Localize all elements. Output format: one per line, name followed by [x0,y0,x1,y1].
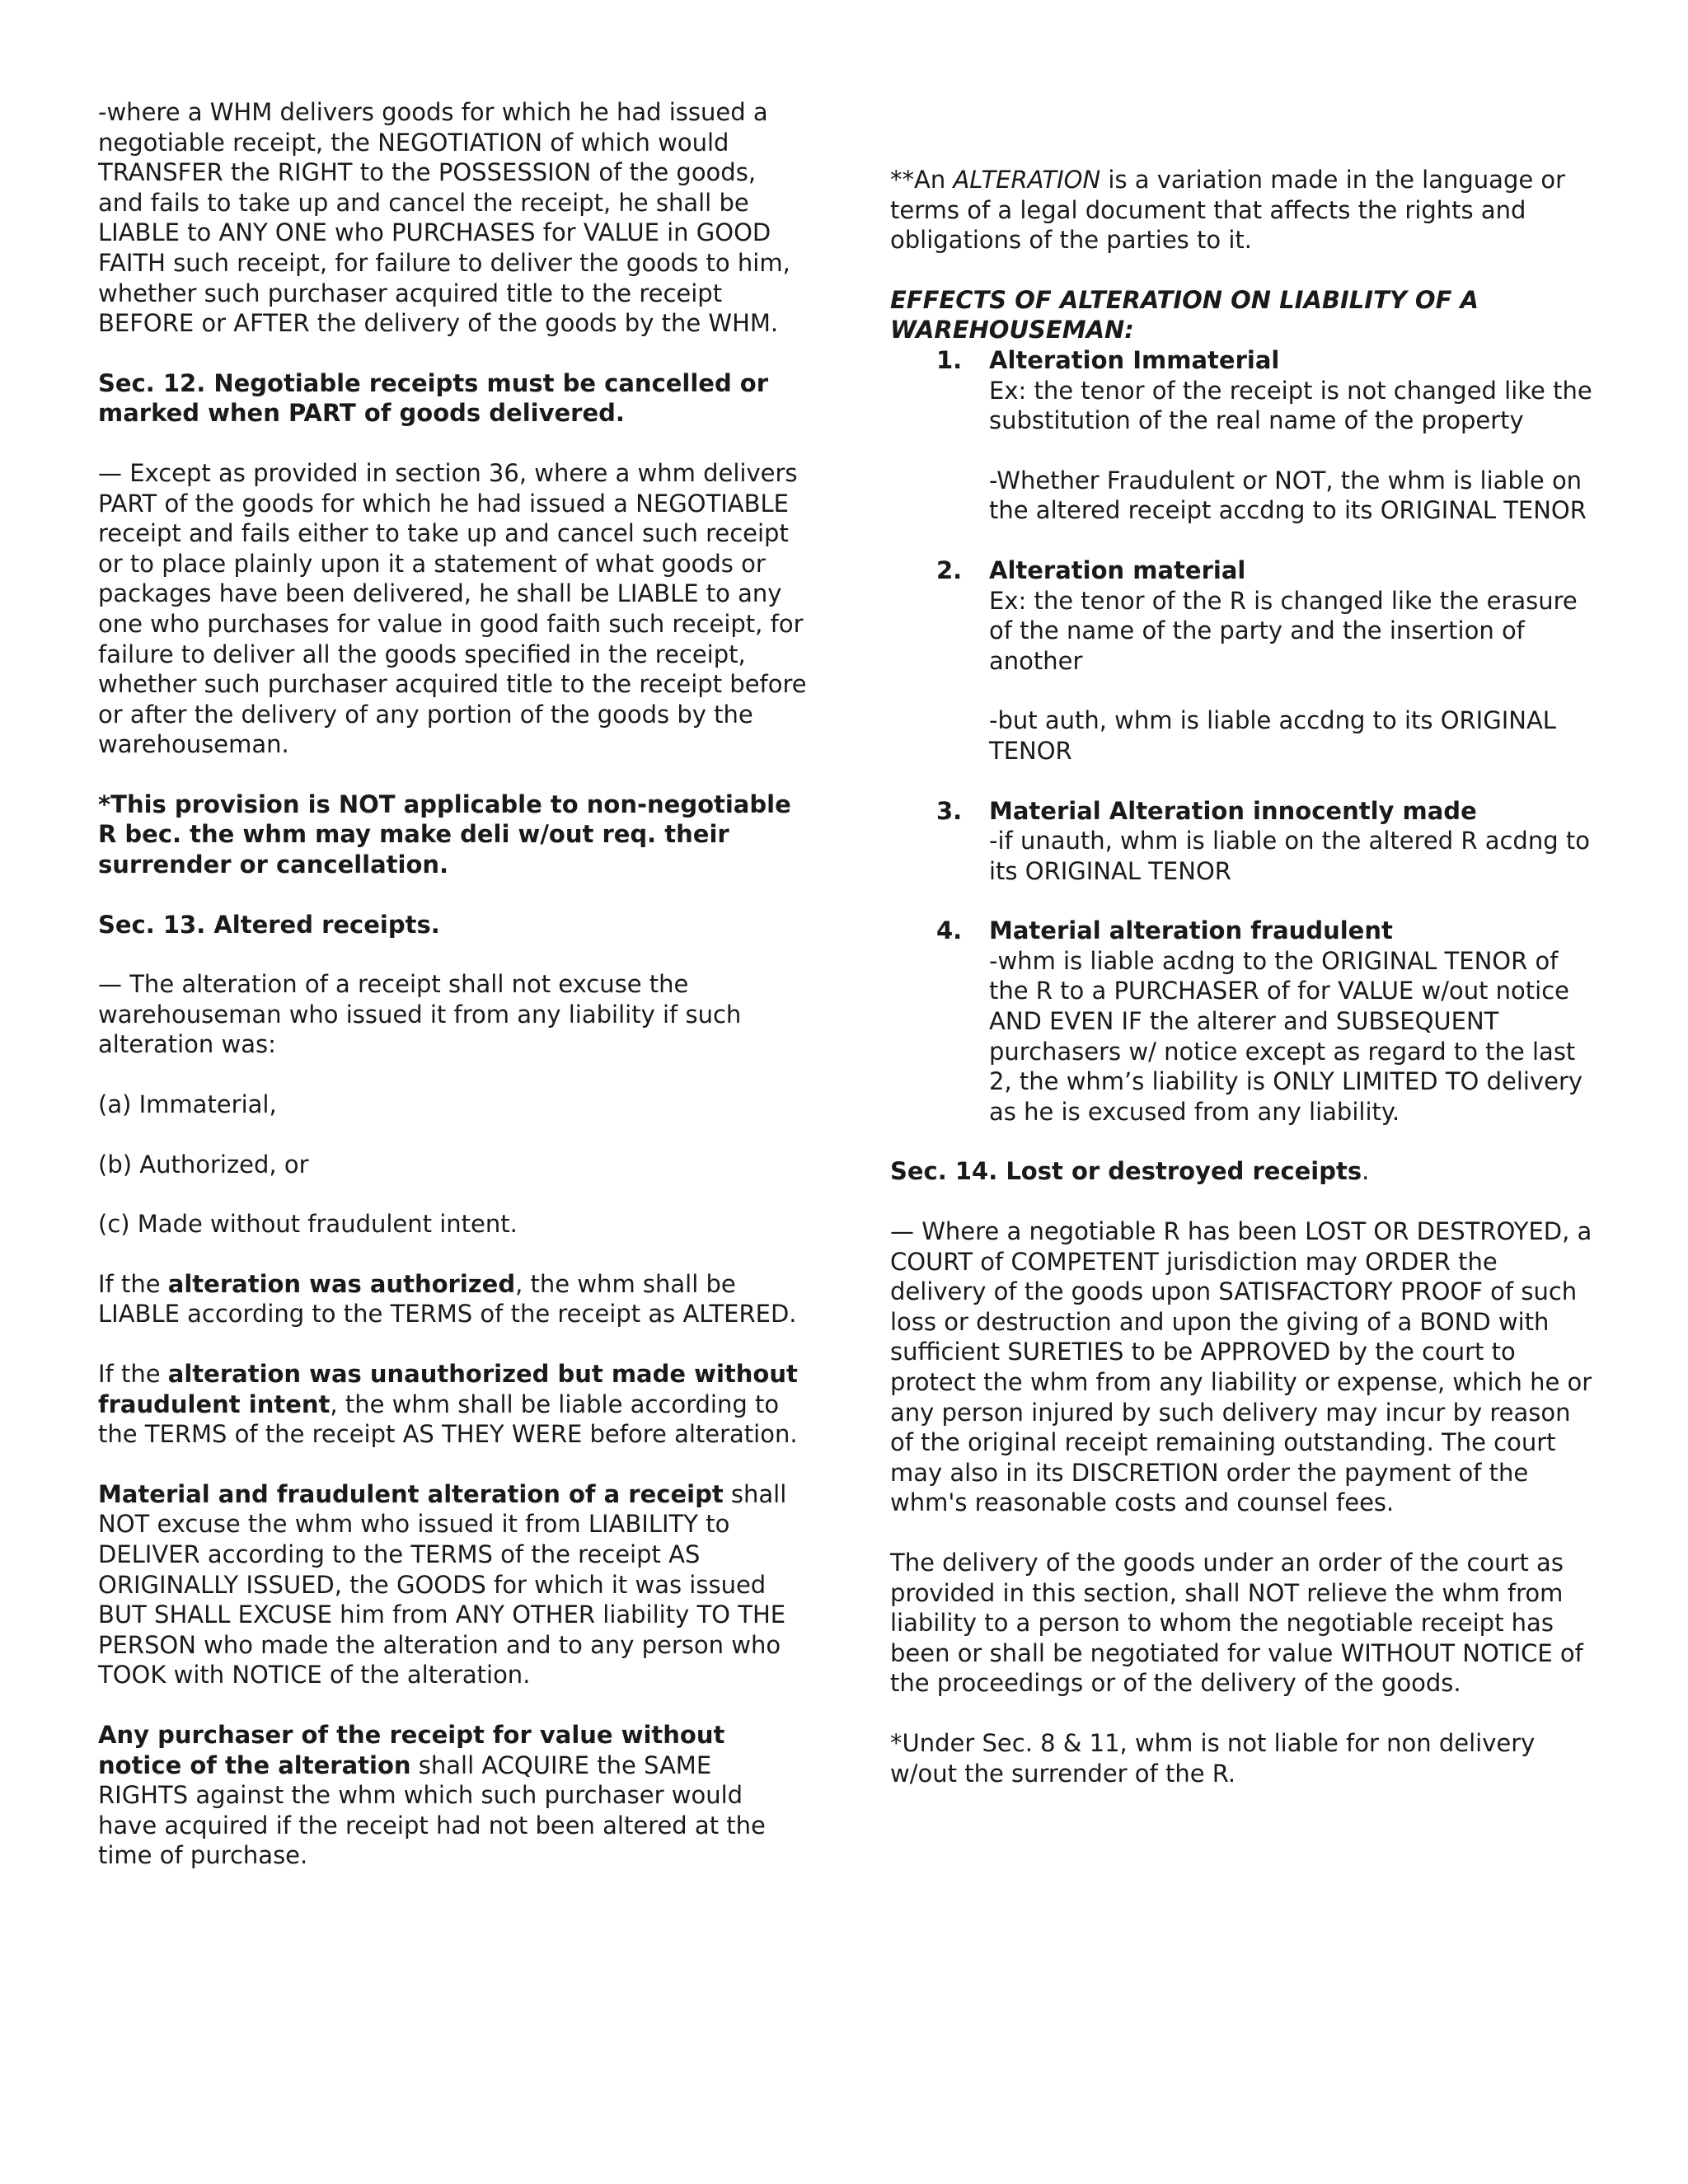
effect-line: Ex: the tenor of the receipt is not changed like the substitution of the real name of the property [989,376,1592,435]
alteration-definition [890,165,1599,255]
sec12-heading: Sec. 12. Negotiable receipts must be cancelled or marked when PART of goods delivered. [98,368,769,428]
purchaser-bold: Any purchaser of the receipt for value without notice of the alteration [98,1720,725,1779]
effect-line: -Whether Fraudulent or NOT, the whm is liable on the altered receipt accdng to its ORIGINAL TENOR [989,466,1587,525]
sec14-heading-bold: Sec. 14. Lost or destroyed receipts [890,1157,1362,1186]
para-whm-delivers: -where a WHM delivers goods for which he had issued a negotiable receipt, the NEGOTIATION of which would TRANSFER the RIGHT to the POSSESSION of the goods, and fails to take up and cancel the receipt, he shall be LIABLE to ANY ONE who PURCHASES for VALUE in GOOD FAITH such receipt, for failure to deliver the goods to him, whether such purchaser acquired title to the receipt BEFORE or AFTER the delivery of the goods by the WHM. [98,98,790,338]
authorized-post: , the whm shall be LIABLE according to the TERMS of the receipt as ALTERED. [98,1269,797,1329]
sec12-note: *This provision is NOT applicable to non-negotiable R bec. the whm may make deli w/out req. their surrender or cancellation. [98,790,791,879]
sec14-body: — Where a negotiable R has been LOST OR DESTROYED, a COURT of COMPETENT jurisdiction may ORDER the delivery of the goods upon SATISFACTORY PROOF of such loss or destruction and upon the giving of a BOND with sufficient SURETIES to be APPROVED by the court to protect the whm from any liability or expense, which he or any person injured by such delivery may incur by reason of the original receipt remaining outstanding. The court may also in its DISCRETION order the payment of the whm's reasonable costs and counsel fees. [890,1217,1592,1517]
sec14-heading [890,1156,1599,1187]
purchaser-post: shall ACQUIRE the SAME RIGHTS against the whm which such purchaser would have acquired if the receipt had not been altered at the time of purchase. [98,1750,766,1870]
sec13-body: — The alteration of a receipt shall not excuse the warehouseman who issued it from any liability if such alteration was: [98,970,742,1059]
effect-item-4 [890,916,1599,1127]
para-purchaser [98,1720,807,1871]
effect-line: -but auth, whm is liable accdng to its ORIGINAL TENOR [989,706,1556,765]
sec12-body: — Except as provided in section 36, where a whm delivers PART of the goods for which he had issued a NEGOTIABLE receipt and fails either to take up and cancel such receipt or to place plainly upon it a statement of what goods or packages have been delivered, he shall be LIABLE to any one who purchases for value in good faith such receipt, for failure to deliver all the goods specified in the receipt, whether such purchaser acquired title to the receipt before or after the delivery of any portion of the goods by the warehouseman. [98,458,807,759]
right-column [890,165,1599,1788]
para-unauthorized [98,1359,807,1450]
effect-line: -if unauth, whm is liable on the altered R acdng to its ORIGINAL TENOR [989,827,1590,885]
unauthorized-pre: If the [98,1360,168,1388]
para-authorized [98,1269,807,1329]
para-fraudulent [98,1479,807,1690]
effect-title: Material alteration fraudulent [989,916,1393,945]
authorized-bold: alteration was authorized [167,1269,516,1298]
sec14-note: *Under Sec. 8 & 11, whm is not liable for non delivery w/out the surrender of the R. [890,1728,1536,1788]
effects-heading: EFFECTS OF ALTERATION ON LIABILITY OF A WAREHOUSEMAN: [890,285,1479,344]
effect-title: Alteration Immaterial [989,345,1280,374]
authorized-pre: If the [98,1269,168,1298]
effect-item-1 [890,345,1599,526]
definition-post: is a variation made in the language or terms of a legal document that affects the rights and obligations of the parties to it. [890,166,1566,255]
sec14-heading-end: . [1362,1157,1370,1186]
sec13-item-a: (a) Immaterial, [98,1090,277,1119]
effect-line: Ex: the tenor of the R is changed like the erasure of the name of the party and the insertion of another [989,586,1578,675]
effects-list [890,345,1599,1127]
left-column [98,97,807,1871]
effect-line: -whm is liable acdng to the ORIGINAL TENOR of the R to a PURCHASER of for VALUE w/out notice AND EVEN IF the alterer and SUBSEQUENT purchasers w/ notice except as regard to the last 2, the whm’s liability is ONLY LIMITED TO delivery as he is excused from any liability. [989,946,1583,1126]
effect-number: 2. [936,555,963,584]
effect-title: Alteration material [989,555,1246,584]
definition-pre: **An [890,166,954,194]
sec13-item-b: (b) Authorized, or [98,1150,309,1179]
fraudulent-bold: Material and fraudulent alteration of a receipt [98,1479,724,1508]
definition-term: ALTERATION [953,166,1101,194]
sec13-heading: Sec. 13. Altered receipts. [98,910,440,939]
effect-title: Material Alteration innocently made [989,796,1477,825]
effect-item-3 [890,796,1599,887]
effect-item-2 [890,555,1599,766]
sec13-item-c: (c) Made without fraudulent intent. [98,1210,518,1239]
effect-number: 1. [936,345,963,374]
fraudulent-post: shall NOT excuse the whm who issued it from LIABILITY to DELIVER according to the TERMS of the receipt AS ORIGINALLY ISSUED, the GOODS for which it was issued BUT SHALL EXCUSE him from ANY OTHER liability TO THE PERSON who made the alteration and to any person who TOOK with NOTICE of the alteration. [98,1479,787,1690]
unauthorized-bold: alteration was unauthorized but made without fraudulent intent [98,1360,798,1418]
effect-number: 3. [936,796,963,825]
effect-number: 4. [936,916,963,945]
unauthorized-post: , the whm shall be liable according to the TERMS of the receipt AS THEY WERE before alteration. [98,1390,798,1449]
sec14-body-2: The delivery of the goods under an order of the court as provided in this section, shall NOT relieve the whm from liability to a person to whom the negotiable receipt has been or shall be negotiated for value WITHOUT NOTICE of the proceedings or of the delivery of the goods. [890,1548,1583,1698]
